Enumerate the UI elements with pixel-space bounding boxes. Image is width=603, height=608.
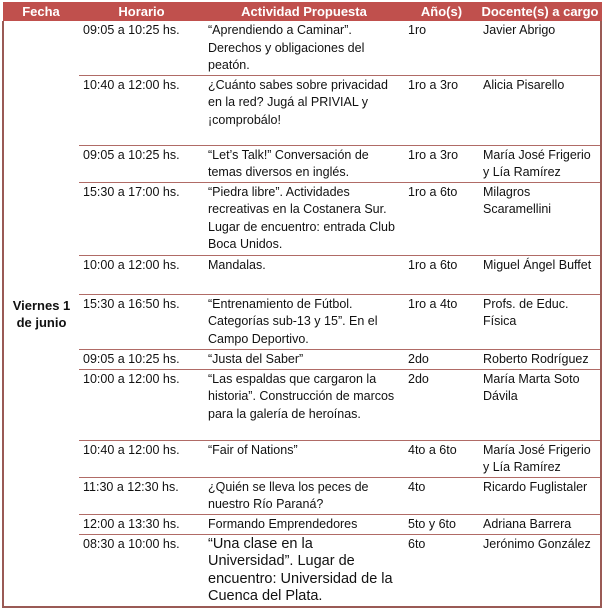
table-row bbox=[3, 255, 601, 294]
anios-cell: 1ro a 6to bbox=[404, 255, 479, 294]
horario-cell: 15:30 a 17:00 hs. bbox=[79, 182, 204, 255]
anios-cell: 4to a 6to bbox=[404, 440, 479, 477]
schedule-table bbox=[2, 2, 602, 608]
actividad-cell: “Piedra libre”. Actividades recreativas en la Costanera Sur. Lugar de encuentro: entrada Club Boca Unidos. bbox=[204, 182, 404, 255]
table-row bbox=[3, 514, 601, 534]
docentes-cell: María José Frigerio y Lía Ramírez bbox=[479, 145, 601, 182]
anios-cell: 6to bbox=[404, 534, 479, 607]
anios-cell: 2do bbox=[404, 369, 479, 440]
horario-cell: 12:00 a 13:30 hs. bbox=[79, 514, 204, 534]
docentes-cell: Adriana Barrera bbox=[479, 514, 601, 534]
docentes-cell: Roberto Rodríguez bbox=[479, 349, 601, 369]
horario-cell: 10:00 a 12:00 hs. bbox=[79, 255, 204, 294]
horario-cell: 09:05 a 10:25 hs. bbox=[79, 145, 204, 182]
horario-cell: 10:40 a 12:00 hs. bbox=[79, 440, 204, 477]
anios-cell: 1ro a 4to bbox=[404, 294, 479, 349]
horario-cell: 09:05 a 10:25 hs. bbox=[79, 349, 204, 369]
actividad-cell: Formando Emprendedores bbox=[204, 514, 404, 534]
anios-cell: 2do bbox=[404, 349, 479, 369]
actividad-cell: “Justa del Saber” bbox=[204, 349, 404, 369]
horario-cell: 10:00 a 12:00 hs. bbox=[79, 369, 204, 440]
table-row bbox=[3, 21, 601, 75]
header-anios: Año(s) bbox=[404, 2, 479, 21]
table-row bbox=[3, 477, 601, 514]
actividad-cell: “Las espaldas que cargaron la historia”. Construcción de marcos para la galería de heroínas. bbox=[204, 369, 404, 440]
table-row bbox=[3, 75, 601, 145]
date-cell: Viernes 1 de junio bbox=[3, 21, 79, 607]
anios-cell: 1ro a 3ro bbox=[404, 145, 479, 182]
header-horario: Horario bbox=[79, 2, 204, 21]
anios-cell: 1ro a 6to bbox=[404, 182, 479, 255]
header-fecha: Fecha bbox=[3, 2, 79, 21]
docentes-cell: Milagros Scaramellini bbox=[479, 182, 601, 255]
actividad-cell: ¿Cuánto sabes sobre privacidad en la red? Jugá al PRIVIAL y ¡comprobálo! bbox=[204, 75, 404, 145]
header-actividad: Actividad Propuesta bbox=[204, 2, 404, 21]
actividad-cell: Mandalas. bbox=[204, 255, 404, 294]
docentes-cell: Jerónimo González bbox=[479, 534, 601, 607]
anios-cell: 5to y 6to bbox=[404, 514, 479, 534]
horario-cell: 11:30 a 12:30 hs. bbox=[79, 477, 204, 514]
table-row bbox=[3, 182, 601, 255]
horario-cell: 08:30 a 10:00 hs. bbox=[79, 534, 204, 607]
actividad-cell: “Fair of Nations” bbox=[204, 440, 404, 477]
docentes-cell: Ricardo Fuglistaler bbox=[479, 477, 601, 514]
header-row bbox=[3, 2, 601, 21]
actividad-cell: “Una clase en la Universidad”. Lugar de encuentro: Universidad de la Cuenca del Plata. bbox=[204, 534, 404, 607]
horario-cell: 10:40 a 12:00 hs. bbox=[79, 75, 204, 145]
docentes-cell: Profs. de Educ. Física bbox=[479, 294, 601, 349]
docentes-cell: Miguel Ángel Buffet bbox=[479, 255, 601, 294]
table-row bbox=[3, 440, 601, 477]
horario-cell: 15:30 a 16:50 hs. bbox=[79, 294, 204, 349]
docentes-cell: María José Frigerio y Lía Ramírez bbox=[479, 440, 601, 477]
horario-cell: 09:05 a 10:25 hs. bbox=[79, 21, 204, 75]
actividad-cell: “Aprendiendo a Caminar”. Derechos y obligaciones del peatón. bbox=[204, 21, 404, 75]
table-row bbox=[3, 534, 601, 607]
actividad-cell: “Entrenamiento de Fútbol. Categorías sub-13 y 15”. En el Campo Deportivo. bbox=[204, 294, 404, 349]
table-row bbox=[3, 145, 601, 182]
table-row bbox=[3, 369, 601, 440]
actividad-cell: “Let’s Talk!” Conversación de temas diversos en inglés. bbox=[204, 145, 404, 182]
docentes-cell: Alicia Pisarello bbox=[479, 75, 601, 145]
table-row bbox=[3, 294, 601, 349]
header-docentes: Docente(s) a cargo bbox=[479, 2, 601, 21]
actividad-cell: ¿Quién se lleva los peces de nuestro Río Paraná? bbox=[204, 477, 404, 514]
anios-cell: 4to bbox=[404, 477, 479, 514]
table-row bbox=[3, 349, 601, 369]
anios-cell: 1ro a 3ro bbox=[404, 75, 479, 145]
docentes-cell: María Marta Soto Dávila bbox=[479, 369, 601, 440]
anios-cell: 1ro bbox=[404, 21, 479, 75]
docentes-cell: Javier Abrigo bbox=[479, 21, 601, 75]
